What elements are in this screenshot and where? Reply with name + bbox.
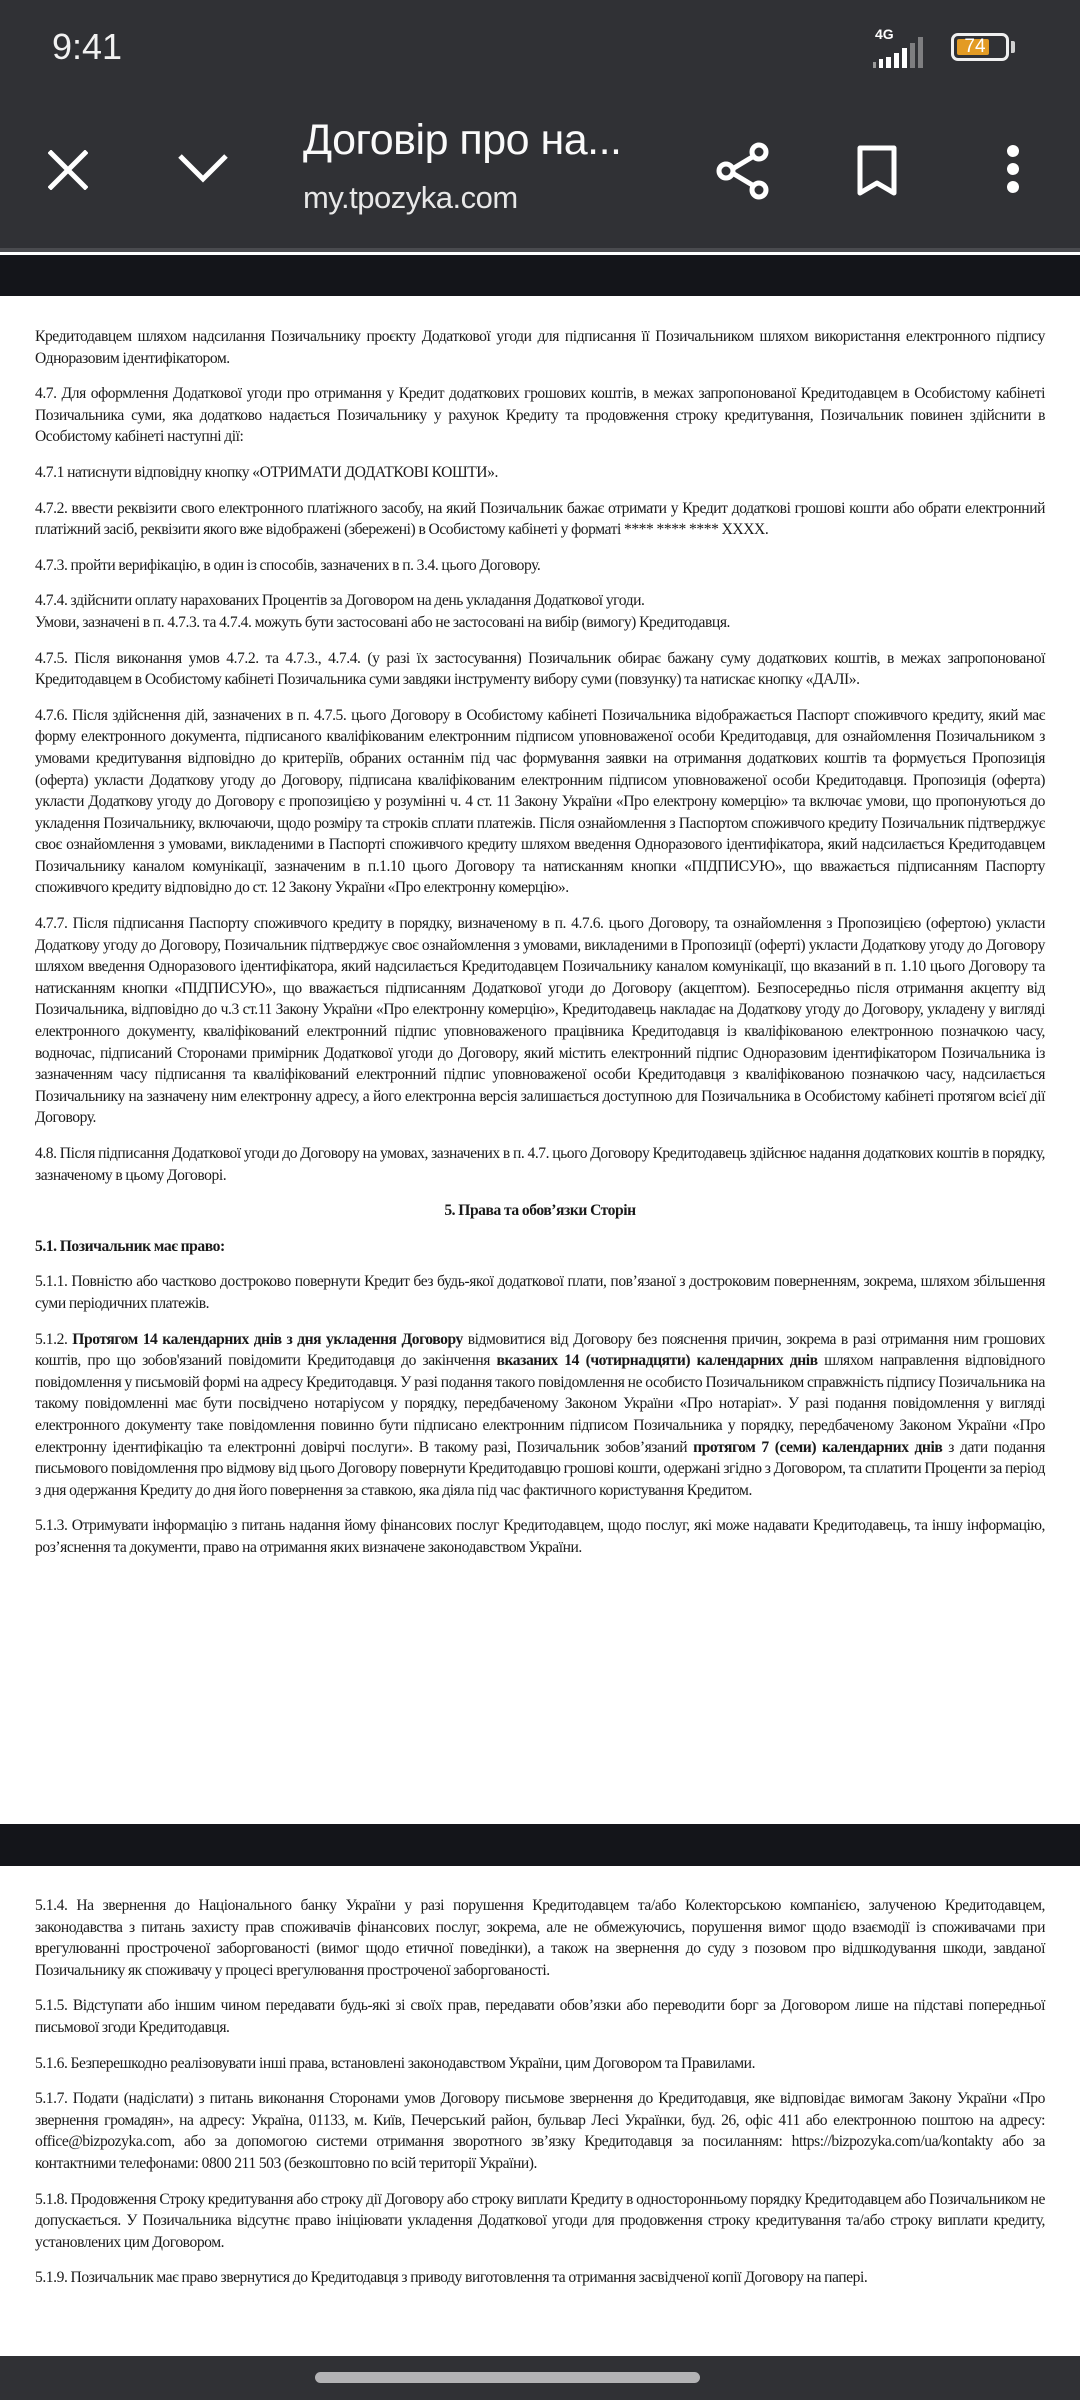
system-nav-bar [0,2356,1080,2400]
bold-term-14-days: Протягом 14 календарних днів з дня укладення Договору [72,1330,463,1348]
paragraph-4-7-1: 4.7.1 натиснути відповідну кнопку «ОТРИМАТИ ДОДАТКОВІ КОШТИ». [35,463,498,481]
document-page-1 [0,296,1080,1824]
bold-term-7-days: протягом 7 (семи) календарних днів [693,1438,943,1456]
more-vert-icon [1006,144,1020,194]
battery-level: 74 [964,36,986,57]
chevron-down-icon [177,152,229,184]
paragraph-5-1-8: 5.1.8. Продовження Строку кредитування або строку дії Договору або строку виплати Кредиту в односторонньому порядку Кредитодавцем або Позичальником не допускається. У Позичальника відсутнє право ініціювати укладення Додаткової угоди для продовження строку кредитування та/або строку виплати кредиту, установлених цим Договором. [35,2190,1045,2251]
minimize-button[interactable] [170,138,236,198]
close-icon [48,150,88,190]
section-5-heading: 5. Права та обов’язки Сторін [444,1202,636,1220]
battery-nub [1011,41,1015,53]
share-icon [716,142,770,200]
browser-toolbar [0,100,1080,248]
paragraph-5-1-5: 5.1.5. Відступати або іншим чином передавати будь-які зі своїх прав, передавати обов’язки або переводити борг за Договором лише на підставі попередньої письмової згоди Кредитодавця. [35,1997,1045,2036]
paragraph-4-7-4: 4.7.4. здійснити оплату нарахованих Процентів за Договором на день укладання Додаткової угоди. [35,592,645,610]
clause-text: шляхом направлення відповідного повідомлення у письмовій формі на адресу Кредитодавця. У разі подання такого повідомлення не особисто Позичальником справжність підпису Позичальника на такому повідомленні має бути посвідчено нотаріусом у порядку, передбаченому Законом України «Про нотаріат». У разі подання повідомлення у вигляді електронного документу таке повідомлення повинно бути підписано електронним підписом Позичальника у порядку, передбаченому Законом України «Про електронну ідентифікацію та електронні довірчі послуги». В такому разі, Позичальник зобов’язаний [35,1352,1045,1456]
subsection-5-1-heading: 5.1. Позичальник має право: [35,1237,225,1255]
clause-number: 5.1.2. [35,1330,73,1348]
paragraph-5-1-4: 5.1.4. На звернення до Національного банку України у разі порушення Кредитодавцем та/або Колекторською компанією, залученою Кредитодавцем, законодавства з питань захисту прав споживачів фінансових послуг, зокрема, але не обмежуючись, порушення вимог щодо взаємодії із споживачами при врегулюванні простроченої заборгованості (вимог щодо етичної поведінки), а також на звернення до суду з позовом про відшкодування шкоди, завданої Позичальнику як споживачу у процесі врегулювання простроченої заборгованості. [35,1897,1045,1979]
bookmark-icon [857,145,897,197]
more-options-button[interactable] [988,136,1038,202]
clock: 9:41 [52,26,123,67]
paragraph-4-7: 4.7. Для оформлення Додаткової угоди про отримання у Кредит додаткових грошових коштів, в межах запропонованої Кредитодавцем в Особистому кабінеті Позичальника суми, яка додатково надається Позичальнику у рахунок Кредиту та продовження строку кредитування, Позичальник повинен здійснити в Особистому кабінеті наступні дії: [35,385,1045,446]
bookmark-button[interactable] [846,138,908,204]
paragraph-5-1-6: 5.1.6. Безперешкодно реалізовувати інші права, встановлені законодавством України, цим Договором та Правилами. [35,2054,756,2072]
paragraph-4-7-6: 4.7.6. Після здійснення дій, зазначених в п. 4.7.5. цього Договору в Особистому кабінеті Позичальника відображається Паспорт споживчого кредиту, який має форму електронного документа, підписаного кваліфікованим електронним підписом уповноваженої особи Кредитодавця, для ознайомлення Позичальником з умовами кредитування відповідно до критеріїв, обраних останнім під час формування заявки на отримання додаткових коштів та формується Пропозиція (оферта) укласти Додаткову угоду до Договору, підписана кваліфікованим електронним підписом уповноваженої особи Кредитодавця. Пропозиція (оферта) укласти Додаткову угоду до Договору є пропозицією у розумінні ч. 4 ст. 11 Закону України «Про електрону комерцію» та включає умови, що пропонуються до укладення Позичальнику, включаючи, щодо розміру та строків сплати платежів. Після ознайомлення з Паспортом споживчого кредиту Позичальник підтверджує своє ознайомлення з умовами, викладеними в Паспорті споживчого кредиту шляхом введення Одноразового ідентифікатора, який надсилається Кредитодавцем Позичальнику каналом комунікації, зазначеним в п.1.10 цього Договору та натисканням кнопки «ПІДПИСУЮ», що вважається підписанням Паспорту споживчого кредиту відповідно до ст. 12 Закону України «Про електронну комерцію». [35,706,1045,897]
paragraph-5-1-3: 5.1.3. Отримувати інформацію з питань надання йому фінансових послуг Кредитодавцем, щодо послуг, які може надавати Кредитодавець, та іншу інформацію, роз’яснення та документи, право на отримання яких визначене законодавством України. [35,1517,1045,1556]
paragraph-4-7-3: 4.7.3. пройти верифікацію, в один із способів, зазначених в п. 3.4. цього Договору. [35,556,541,574]
page-title: Договір про на... [303,116,622,164]
paragraph-4-7-4-note: Умови, зазначені в п. 4.7.3. та 4.7.4. можуть бути застосовані або не застосовані на вибір (вимогу) Кредитодавця. [35,613,730,631]
paragraph-4-7-5: 4.7.5. Після виконання умов 4.7.2. та 4.7.3., 4.7.4. (у разі їх застосування) Позичальник обирає бажану суму додаткових коштів, в межах запропонованої Кредитодавцем в Особистому кабінеті Позичальника суми завдяки інструменту вибору суми (повзунку) та натискає кнопку «ДАЛІ». [35,649,1045,689]
paragraph-intro: Кредитодавцем шляхом надсилання Позичальнику проєкту Додаткової угоди для підписання її Позичальником шляхом використання електронного підпису Одноразовим ідентифікатором. [35,328,1045,367]
clause-text: відмовитися від Договору без пояснення причин, зокрема в разі отримання ним грошових коштів, про що зобов'язаний повідомити Кредитодавця до закінчення [35,1330,1045,1370]
paragraph-5-1-2 [35,1329,1045,1502]
clause-text: з дати подання письмового повідомлення про відмову від цього Договору повернути Кредитодавцю грошові кошти, одержані згідно з Договором, та сплатити Проценти за період з дня одержання Кредиту до дня його повернення за ставкою, яка діяла під час фактичного користування Кредитом. [35,1438,1045,1499]
document-page-2 [0,1866,1080,2356]
status-bar [0,0,1080,100]
paragraph-4-8: 4.8. Після підписання Додаткової угоди до Договору на умовах, зазначених в п. 4.7. цього Договору Кредитодавець здійснює надання додаткових коштів в порядку, зазначеному в цьому Договорі. [35,1145,1045,1184]
paragraph-4-7-2: 4.7.2. ввести реквізити свого електронного платіжного засобу, на який Позичальник бажає отримати у Кредит додаткові грошові кошти або обрати електронний платіжний засіб, реквізити якого вже відображені (збережені) в Особистому кабінеті у форматі **** **** **** XXXX. [35,499,1045,539]
progress-track [0,252,1080,255]
paragraph-5-1-9: 5.1.9. Позичальник має право звернутися до Кредитодавця з приводу виготовлення та отримання засвідченої копії Договору на папері. [35,2269,868,2287]
paragraph-5-1-1: 5.1.1. Повністю або частково достроково повернути Кредит без будь-якої додаткової плати, пов’язаної з достроковим поверненням, зокрема, шляхом збільшення суми періодичних платежів. [35,1273,1045,1312]
paragraph-4-7-7: 4.7.7. Після підписання Паспорту споживчого кредиту в порядку, визначеному в п. 4.7.6. цього Договору, та ознайомлення з Пропозицією (офертою) укласти Додаткову угоду до Договору, Позичальник підтверджує своє ознайомлення з умовами, викладеними в Пропозиції (оферті) укласти Додаткову угоду до Договору шляхом введення Одноразового ідентифікатора, який надсилається Кредитодавцем Позичальнику каналом комунікації, що вказаний в п. 1.10 цього Договору та натисканням кнопки «ПІДПИСУЮ», що вважається підписанням Додаткової угоди до Договору (акцептом). Безпосередньо після отримання акцепту від Позичальника, відповідно до ч.3 ст.11 Закону України «Про електронну комерцію», Кредитодавець накладає на Додаткову угоду до Договору, укладену у вигляді електронного документу, кваліфікований електронний підпис уповноваженого працівника Кредитодавця із кваліфікованою електронною позначкою часу, водночас, підписаний Сторонами примірник Додаткової угоди до Договору, який містить електронний підпис Одноразовим ідентифікатором Позичальника із зазначенням часу підписання та кваліфікований електронний підпис уповноваженої особи Кредитодавця з кваліфікованою позначкою часу, надсилається Позичальнику на зазначену ним електронну адресу, а його електронна версія залишається доступною для Позичальника в Особистому кабінеті протягом всієї дії Договору. [35,915,1045,1127]
bold-term-14-calendar-days: вказаних 14 (чотирнадцяти) календарних днів [496,1352,818,1370]
network-type: 4G [875,26,894,42]
battery-icon [951,33,1009,61]
page-url[interactable]: my.tpozyka.com [303,180,518,215]
share-button[interactable] [710,138,776,204]
signal-icon [871,32,935,72]
paragraph-5-1-7: 5.1.7. Подати (надіслати) з питань виконання Сторонами умов Договору письмове звернення до Кредитодавця, яке відповідає вимогам Закону України «Про звернення громадян», на адресу: Україна, 01133, м. Київ, Печерський район, бульвар Лесі Українки, буд. 26, офіс 411 або електронною поштою на адресу: office@bizpozyka.com, або за допомогою системи отримання зворотного зв’язку Кредитодавця за посиланням: https://bizpozyka.com/ua/kontakty або за контактними телефонами: 0800 211 503 (безкоштовно по всій території України). [35,2090,1045,2172]
close-button[interactable] [38,140,98,200]
home-gesture-handle[interactable] [315,2372,700,2383]
